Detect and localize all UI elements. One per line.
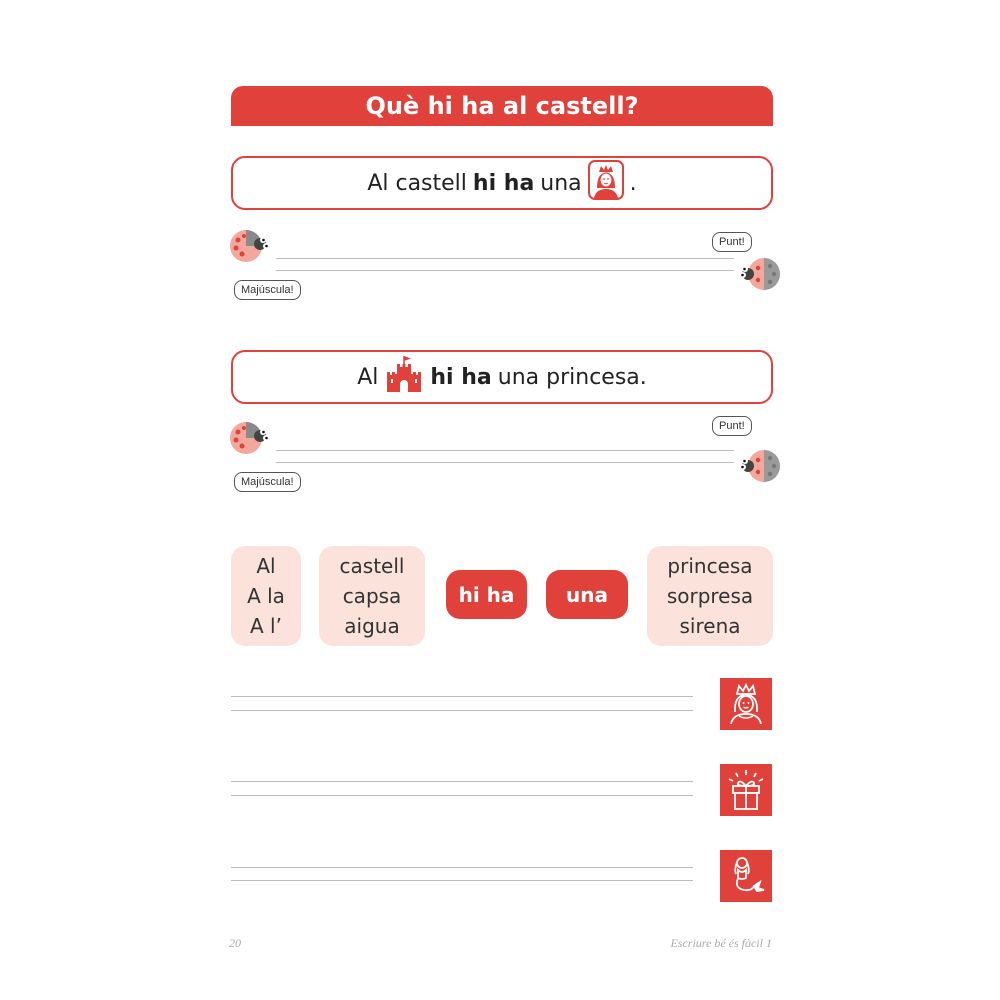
free-writing-line-2-bottom [231, 795, 693, 796]
castle-icon [384, 354, 424, 400]
word-bank-column-5 [647, 546, 773, 646]
writing-line-top [276, 450, 734, 451]
writing-line-top [276, 258, 734, 259]
word-option: capsa [342, 584, 402, 608]
word-option: sorpresa [666, 584, 754, 608]
free-writing-line-1-bottom [231, 710, 693, 711]
word-option: princesa [667, 554, 753, 578]
word-bank-column-2 [319, 546, 425, 646]
free-writing-line-3-top [231, 867, 693, 868]
word-bank-article: una [546, 570, 628, 619]
ladybug-left-icon [226, 418, 270, 462]
word-option: Al [256, 554, 276, 578]
princess-icon [588, 160, 624, 206]
mermaid-icon [720, 850, 772, 902]
page-title: Què hi ha al castell? [231, 86, 773, 126]
free-writing-line-3-bottom [231, 880, 693, 881]
sentence-2-before: Al [357, 364, 379, 390]
capital-letter-hint: Majúscula! [234, 280, 301, 300]
gift-icon [720, 764, 772, 816]
princess-icon [720, 678, 772, 730]
ladybug-right-icon [738, 254, 782, 298]
sentence-1-end: . [629, 170, 637, 196]
writing-line-bottom [276, 462, 734, 463]
model-sentence-1 [231, 156, 773, 210]
model-sentence-2 [231, 350, 773, 404]
word-bank-verb: hi ha [446, 570, 527, 619]
period-hint: Punt! [712, 416, 752, 436]
page-number: 20 [229, 936, 241, 950]
sentence-2-after: una princesa. [497, 364, 647, 390]
ladybug-left-icon [226, 226, 270, 270]
writing-line-bottom [276, 270, 734, 271]
free-writing-line-1-top [231, 696, 693, 697]
word-option: aigua [344, 614, 400, 638]
sentence-2-bold: hi ha [430, 364, 492, 390]
ladybug-right-icon [738, 446, 782, 490]
word-option: A l’ [250, 614, 282, 638]
word-option: castell [339, 554, 405, 578]
word-option: sirena [679, 614, 741, 638]
sentence-1-bold: hi ha [472, 170, 535, 196]
period-hint: Punt! [712, 232, 752, 252]
word-option: A la [247, 584, 285, 608]
capital-letter-hint: Majúscula! [234, 472, 301, 492]
word-bank-column-1 [231, 546, 301, 646]
book-title: Escriure bé és fàcil 1 [670, 936, 772, 950]
sentence-1-after: una [540, 170, 582, 196]
sentence-1-before: Al castell [367, 170, 467, 196]
free-writing-line-2-top [231, 781, 693, 782]
